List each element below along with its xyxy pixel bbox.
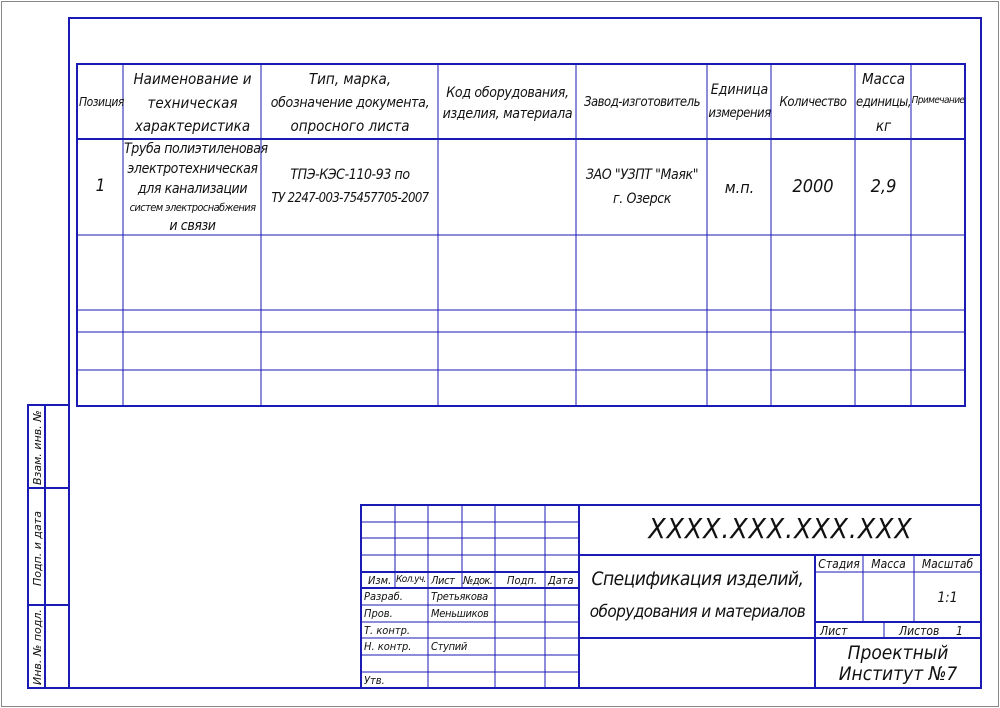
- role-developer: Разраб.: [364, 590, 403, 603]
- col-head-revision: Изм.: [368, 574, 392, 587]
- side-label-replaced-inv: Взам. инв. №: [31, 410, 44, 485]
- row-type-line2: ТУ 2247-003-75457705-2007: [271, 191, 429, 206]
- role-approved: Утв.: [364, 674, 385, 687]
- header-maker: Завод-изготовитель: [584, 95, 700, 110]
- col-head-date: Дата: [548, 574, 574, 587]
- header-unit-line1: Единица: [710, 82, 769, 98]
- col-head-count: Кол.уч.: [396, 574, 426, 585]
- header-mass-line2: единицы,: [856, 95, 912, 110]
- header-name-line3: характеристика: [134, 117, 251, 135]
- side-label-orig-inv: Инв. № подл.: [31, 609, 44, 685]
- mass-label: Масса: [871, 557, 906, 571]
- row-name-line4: систем электроснабжения: [129, 201, 256, 214]
- document-title-line2: оборудования и материалов: [589, 602, 806, 622]
- organization-line2: Институт №7: [838, 663, 958, 685]
- header-mass-line3: кг: [875, 117, 892, 135]
- row-position: 1: [95, 176, 106, 196]
- col-head-sheet: Лист: [431, 574, 455, 587]
- row-maker-line2: г. Озерск: [613, 191, 671, 207]
- row-qty: 2000: [792, 176, 834, 197]
- document-designation: XXXX.XXX.XXX.XXX: [648, 512, 913, 545]
- row-type-line1: ТПЭ-КЭС-110-93 по: [290, 167, 410, 183]
- header-unit-line2: измерения: [708, 106, 771, 121]
- header-name-line1: Наименование и: [133, 70, 252, 88]
- sheets-label: Листов: [899, 624, 940, 638]
- header-type-line1: Тип, марка,: [308, 70, 392, 88]
- header-mass-line1: Масса: [861, 70, 906, 88]
- sheet-label: Лист: [820, 624, 848, 638]
- header-note: Примечание: [911, 95, 965, 106]
- header-qty: Количество: [779, 95, 847, 110]
- organization-line1: Проектный: [847, 642, 949, 664]
- row-name-line1: Труба полиэтиленовая: [124, 141, 268, 157]
- name-norm-control: Ступий: [431, 640, 468, 653]
- role-norm-control: Н. контр.: [364, 640, 412, 653]
- row-unit: м.п.: [724, 178, 755, 197]
- header-type-line2: обозначение документа,: [270, 95, 430, 111]
- row-name-line3: для канализации: [137, 181, 248, 197]
- header-code-line2: изделия, материала: [442, 106, 573, 122]
- header-type-line3: опросного листа: [290, 117, 410, 135]
- name-checker: Меньшиков: [431, 607, 489, 620]
- scale-value: 1:1: [937, 590, 958, 606]
- row-maker-line1: ЗАО "УЗПТ "Маяк": [585, 167, 699, 183]
- name-developer: Третьякова: [431, 590, 488, 603]
- header-code-line1: Код оборудования,: [446, 85, 569, 101]
- stage-label: Стадия: [818, 557, 860, 571]
- col-head-doc-number: №док.: [463, 574, 493, 587]
- row-mass: 2,9: [870, 176, 897, 197]
- header-name-line2: техническая: [147, 94, 238, 112]
- role-tech-control: Т. контр.: [364, 624, 411, 637]
- sheets-count: 1: [956, 624, 963, 638]
- col-head-signature: Подп.: [507, 574, 537, 587]
- side-label-sign-date: Подп. и дата: [31, 511, 44, 586]
- header-position-text: Позиция: [79, 95, 124, 109]
- scale-label: Масштаб: [921, 557, 974, 571]
- row-name-line2: электротехническая: [127, 161, 258, 177]
- row-name-line5: и связи: [169, 218, 216, 234]
- role-checker: Пров.: [364, 607, 393, 620]
- document-title-line1: Спецификация изделий,: [591, 568, 804, 590]
